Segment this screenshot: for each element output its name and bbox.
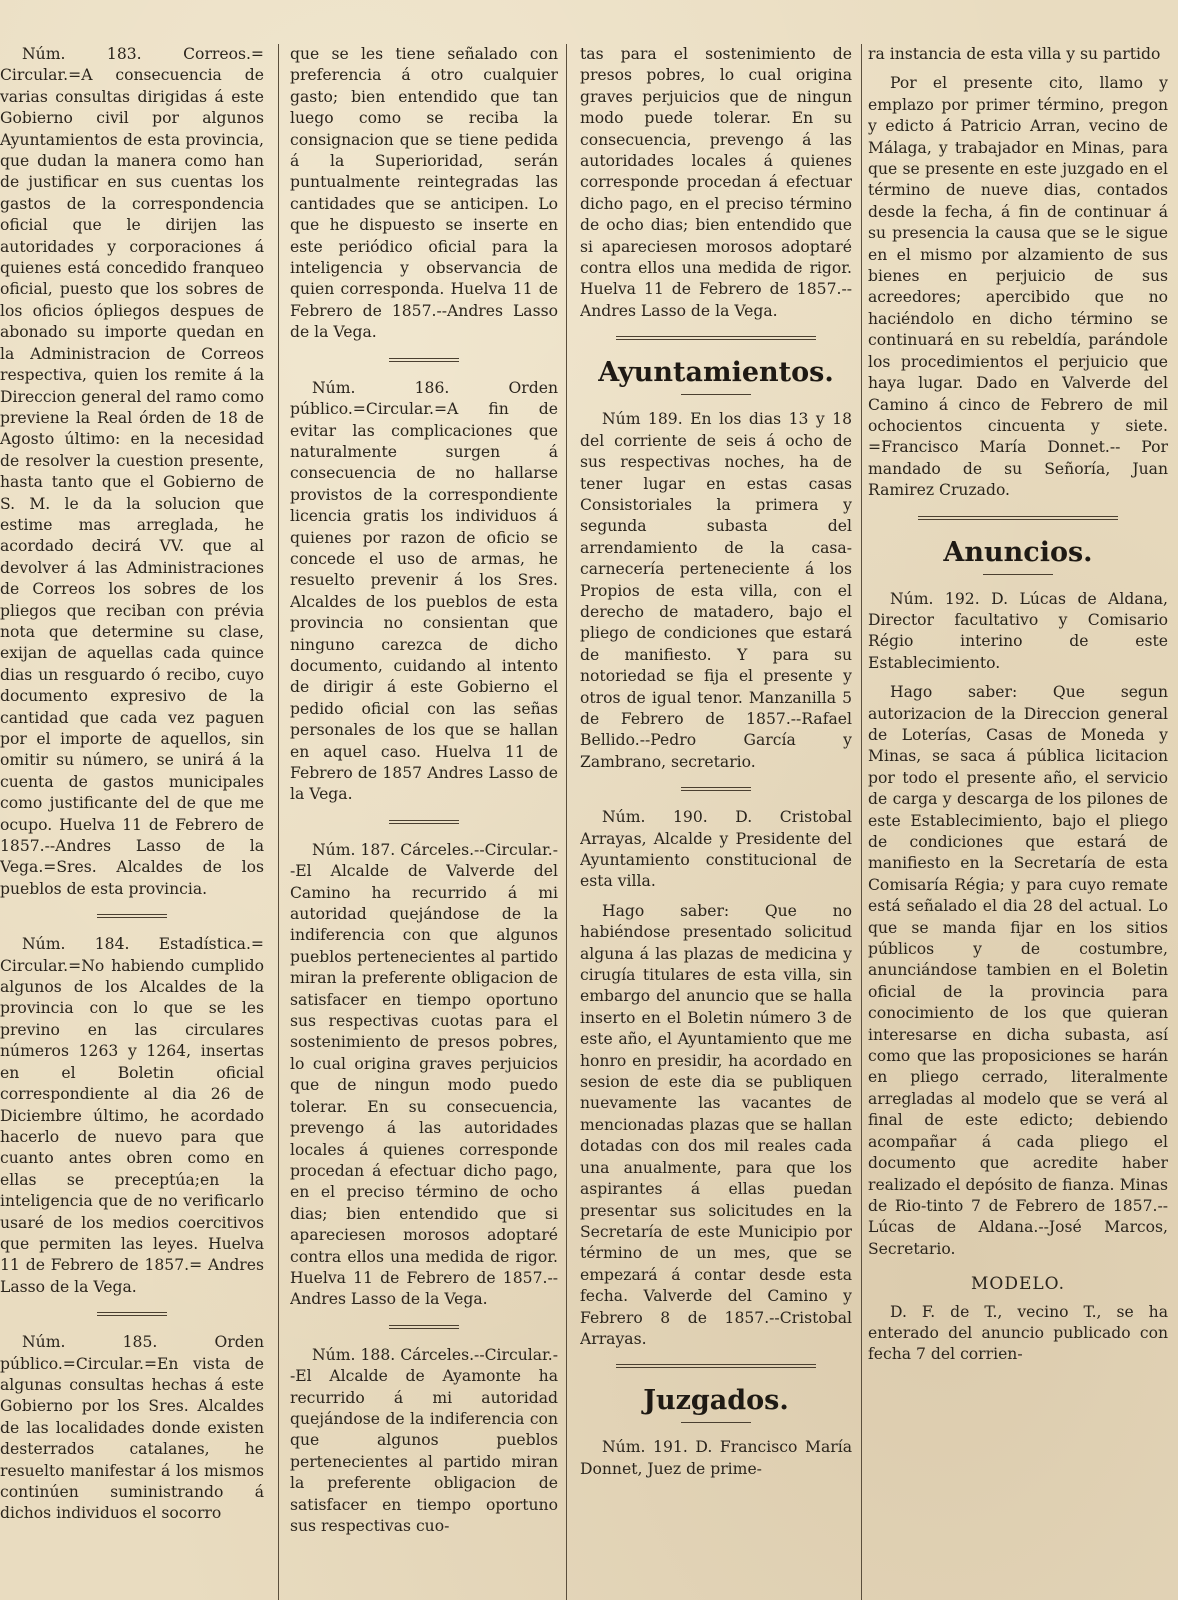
section-title-anuncios: Anuncios. — [943, 536, 1093, 568]
notice-185: Núm. 185. Orden público.=Circular.=En vista de algunas consultas hechas á este Gobierno por los Sres. Alcaldes de las localidades donde existen desterrados catalanes, he resuelto manifestar á los mismos continúen suministrando á dichos individuos el socorro — [0, 1333, 264, 1523]
column-4 — [868, 44, 1168, 1600]
section-title-juzgados: Juzgados. — [643, 1385, 789, 1417]
separator — [389, 1325, 459, 1329]
notice-191: Núm. 191. D. Francisco María Donnet, Juez de prime- — [580, 1438, 852, 1478]
notice-187: Núm. 187. Cárceles.--Circular.--El Alcalde de Valverde del Camino ha recurrido á mi autoridad quejándose de la indiferencia con que algunos pueblos pertenecientes al partido miran la preferente obligacion de satisfacer en tiempo oportuno sus respectivas cuotas para el sostenimiento de presos pobres, lo cual origina graves perjuicios que de ningun modo puedo tolerar. En su consecuencia, prevengo á las autoridades locales á quienes corresponde procedan á efectuar dicho pago, en el preciso término de ocho dias; bien entendido que si apareciesen morosos adoptaré contra ellos una medida de rigor. Huelva 11 de Febrero de 1857.--Andres Lasso de la Vega. — [290, 840, 558, 1309]
separator — [389, 820, 459, 824]
column-3 — [580, 44, 852, 1600]
separator — [681, 394, 751, 395]
notice-191-continued: ra instancia de esta villa y su partido — [868, 45, 1161, 63]
notice-190-body: Hago saber: Que no habiéndose presentado solicitud alguna á las plazas de medicina y cirugía titulares de esta villa, sin embargo del anuncio que se halla inserto en el Boletin número 3 de este año, el Ayuntamiento que me honro en presidir, ha acordado en sesion de este dia se publiquen nuevamente las vacantes de mencionadas plazas que se hallan dotadas con dos mil reales cada una anualmente, para que los aspirantes á ellas puedan presentar sus solicitudes en la Secretaría de este Municipio por término de un mes, que se empezará á contar desde esta fecha. Valverde del Camino y Febrero 8 de 1857.--Cristobal Arrayas. — [580, 901, 852, 1348]
notice-188: Núm. 188. Cárceles.--Circular.--El Alcalde de Ayamonte ha recurrido á mi autoridad quejándose de la indiferencia con que algunos pueblos pertenecientes al partido miran la preferente obligacion de satisfacer en tiempo oportuno sus respectivas cuo- — [290, 1345, 558, 1535]
column-rule — [566, 44, 567, 1600]
notice-192-header: Núm. 192. D. Lúcas de Aldana, Director facultativo y Comisario Régio interino de este Establecimiento. — [868, 589, 1168, 672]
separator — [616, 336, 816, 340]
separator — [97, 1312, 167, 1316]
notice-183: Núm. 183. Correos.= Circular.=A consecuencia de varias consultas dirigidas á este Gobierno civil por algunos Ayuntamientos de esta provincia, que dudan la manera como han de justificar en sus cuentas los gastos de la correspondencia oficial que le dirijen las autoridades y corporaciones á quienes está concedido franqueo oficial, puesto que los sobres de los oficios ópliegos despues de abonado su importe quedan en la Administracion de Correos respectiva, quien los remite á la Direccion general del ramo como previene la Real órden de 18 de Agosto último: en la necesidad de resolver la cuestion presente, hasta tanto que el Gobierno de S. M. le da la solucion que estime mas arreglada, he acordado decirá VV. que al devolver á las Administraciones de Correos los sobres de los pliegos que reciban con prévia nota que determine su clase, exijan de aquellas cada quince dias un resguardo ó recibo, cuyo documento expresivo de la cantidad que cada vez paguen por el importe de aquellos, sin omitir su número, se unirá á la cuenta de gastos municipales como justificante del de que me ocupo. Huelva 11 de Febrero de 1857.--Andres Lasso de la Vega.=Sres. Alcaldes de los pueblos de esta provincia. — [0, 45, 264, 898]
separator — [918, 516, 1118, 520]
notice-185-continued: que se les tiene señalado con preferencia á otro cualquier gasto; bien entendido que tan luego como se reciba la consignacion que se tiene pedida á la Superioridad, serán puntualmente reintegradas las cantidades que se anticipen. Lo que he dispuesto se inserte en este periódico oficial para la inteligencia y observancia de quien corresponda. Huelva 11 de Febrero de 1857.--Andres Lasso de la Vega. — [290, 45, 558, 342]
column-rule — [861, 44, 862, 1600]
notice-189: Núm 189. En los dias 13 y 18 del corriente de seis á ocho de sus respectivas noches, ha de tener lugar en estas casas Consistoriales la primera y segunda subasta del arrendamiento de la casa-carnecería perteneciente á los Propios de esta villa, con el derecho de matadero, bajo el pliego de condiciones que estará de manifiesto. Y para su notoriedad se fija el presente y otros de igual tenor. Manzanilla 5 de Febrero de 1857.--Rafael Bellido.--Pedro García y Zambrano, secretario. — [580, 410, 852, 771]
column-rule — [278, 44, 279, 1600]
separator — [97, 914, 167, 918]
notice-191-body: Por el presente cito, llamo y emplazo por primer término, pregon y edicto á Patricio Arran, vecino de Málaga, y trabajador en Minas, para que se presente en este juzgado en el término de nueve dias, contados desde la fecha, á fin de continuar á su presencia la causa que se le sigue en el mismo por alzamiento de sus bienes en perjuicio de sus acreedores; apercibido que no haciéndolo en dicho término se continuará en su rebeldía, parándole los procedimientos el perjuicio que haya lugar. Dado en Valverde del Camino á cinco de Febrero de mil ochocientos cincuenta y siete. =Francisco María Donnet.-- Por mandado de su Señoría, Juan Ramirez Cruzado. — [868, 74, 1168, 500]
notice-190-header: Núm. 190. D. Cristobal Arrayas, Alcalde y Presidente del Ayuntamiento constitucional de esta villa. — [580, 808, 852, 891]
notice-186: Núm. 186. Orden público.=Circular.=A fin de evitar las complicaciones que naturalmente surgen á consecuencia de no hallarse provistos de la correspondiente licencia gratis los individuos á quienes por razon de oficio se concede el uso de armas, he resuelto prevenir á los Sres. Alcaldes de los pueblos de esta provincia no consientan que ninguno carezca de dicho documento, cuidando al intento de dirigir á este Gobierno el pedido oficial con las señas personales de los que se hallan en aquel caso. Huelva 11 de Febrero de 1857 Andres Lasso de la Vega. — [290, 378, 558, 804]
column-1 — [0, 44, 264, 1600]
notice-184: Núm. 184. Estadística.= Circular.=No habiendo cumplido algunos de los Alcaldes de la provincia con lo que se les previno en las circulares números 1263 y 1264, insertas en el Boletin oficial correspondiente al dia 26 de Diciembre último, he acordado hacerlo de nuevo para que cuanto antes obren como en ellas se preceptúa;en la inteligencia que de no verificarlo usaré de los medios coercitivos que permiten las leyes. Huelva 11 de Febrero de 1857.= Andres Lasso de la Vega. — [0, 935, 264, 1296]
column-2 — [290, 44, 558, 1600]
separator — [616, 1364, 816, 1368]
notice-192-body: Hago saber: Que segun autorizacion de la Direccion general de Loterías, Casas de Moneda y Minas, se saca á pública licitacion por todo el presente año, el servicio de carga y descarga de los pilones de este Establecimiento, bajo el pliego de condiciones que estará de manifiesto en la Secretaría de esta Comisaría Régia; y para cuyo remate está señalado el dia 28 del actual. Lo que se manda fijar en los sitios públicos y de costumbre, anunciándose tambien en el Boletin oficial de la provincia para conocimiento de los que quieran interesarse en dicha subasta, así como que las proposiciones se harán en pliego cerrado, literalmente arregladas al modelo que se verá al final de este edicto; debiendo acompañar á cada pliego el documento que acredite haber realizado el depósito de fianza. Minas de Rio-tinto 7 de Febrero de 1857.--Lúcas de Aldana.--José Marcos, Secretario. — [868, 683, 1168, 1258]
section-title-ayuntamientos: Ayuntamientos. — [598, 357, 834, 389]
notice-188-continued: tas para el sostenimiento de presos pobres, lo cual origina graves perjuicios que de ningun modo puede tolerar. En su consecuencia, prevengo á las autoridades locales á quienes corresponde procedan á efectuar dicho pago, en el preciso término de ocho dias; bien entendido que si apareciesen morosos adoptaré contra ellos una medida de rigor. Huelva 11 de Febrero de 1857.--Andres Lasso de la Vega. — [580, 45, 852, 320]
separator — [389, 358, 459, 362]
modelo-title: MODELO. — [970, 1274, 1066, 1295]
separator — [983, 574, 1053, 575]
modelo-text: D. F. de T., vecino T., se ha enterado del anuncio publicado con fecha 7 del corrien- — [868, 1302, 1168, 1364]
separator — [681, 787, 751, 791]
separator — [681, 1422, 751, 1423]
